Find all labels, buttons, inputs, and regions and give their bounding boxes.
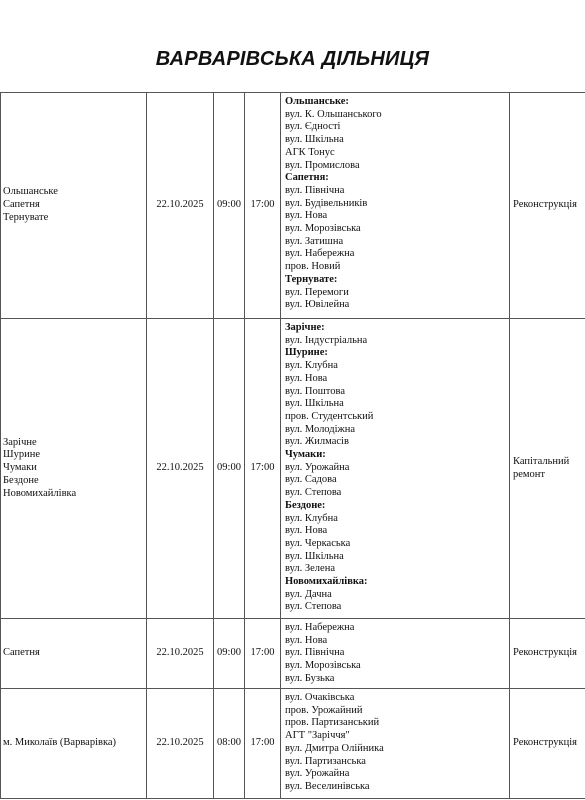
street-name: вул. Нова bbox=[285, 634, 328, 646]
start-time-cell: 08:00 bbox=[214, 689, 245, 799]
settlement-name: Ольшанське bbox=[3, 186, 58, 198]
date-cell: 22.10.2025 bbox=[147, 93, 214, 319]
table-row bbox=[1, 619, 585, 689]
street-name: вул. Партизанська bbox=[285, 755, 366, 767]
street-name: вул. Промислова bbox=[285, 159, 360, 171]
settlement-name: Тернувате bbox=[3, 211, 49, 223]
street-name: вул. Шкільна bbox=[285, 550, 344, 562]
street-name: вул. Перемоги bbox=[285, 286, 349, 298]
table-row bbox=[1, 93, 585, 319]
settlements-cell bbox=[1, 319, 147, 619]
settlement-name: Сапетня bbox=[3, 199, 40, 211]
settlement-name: м. Миколаїв (Варварівка) bbox=[3, 737, 117, 749]
street-name: вул. Урожайна bbox=[285, 461, 350, 473]
work-type-cell: Реконструкція bbox=[510, 93, 585, 319]
street-name: вул. Шкільна bbox=[285, 134, 344, 146]
settlements-cell bbox=[1, 619, 147, 689]
street-name: вул. Затишна bbox=[285, 235, 344, 247]
end-time-cell: 17:00 bbox=[245, 319, 281, 619]
street-name: пров. Урожайний bbox=[285, 704, 363, 716]
work-type-cell: Капітальний ремонт bbox=[510, 319, 585, 619]
settlement-heading: Бездоне: bbox=[285, 499, 326, 511]
street-name: АГК Тонус bbox=[285, 146, 335, 158]
settlement-name: Сапетня bbox=[3, 647, 40, 659]
street-name: вул. Нова bbox=[285, 372, 328, 384]
settlement-heading: Тернувате: bbox=[285, 273, 338, 285]
date-cell: 22.10.2025 bbox=[147, 319, 214, 619]
street-name: вул. Черкаська bbox=[285, 537, 351, 549]
street-name: пров. Новий bbox=[285, 261, 341, 273]
streets-cell bbox=[281, 319, 510, 619]
table-row bbox=[1, 319, 585, 619]
street-name: вул. Ювілейна bbox=[285, 299, 350, 311]
street-name: вул. Степова bbox=[285, 601, 342, 613]
date-cell: 22.10.2025 bbox=[147, 689, 214, 799]
street-name: вул. Бузька bbox=[285, 672, 335, 684]
end-time-cell: 17:00 bbox=[245, 689, 281, 799]
page-title: ВАРВАРІВСЬКА ДІЛЬНИЦЯ bbox=[155, 48, 430, 70]
settlement-heading: Чумаки: bbox=[285, 449, 326, 461]
settlement-name: Новомихайлівка bbox=[3, 487, 77, 499]
work-type-cell: Реконструкція bbox=[510, 689, 585, 799]
street-name: вул. Нова bbox=[285, 210, 328, 222]
street-name: вул. Північна bbox=[285, 647, 345, 659]
street-name: вул. Північна bbox=[285, 184, 345, 196]
street-name: вул. Степова bbox=[285, 487, 342, 499]
street-name: вул. Будівельників bbox=[285, 197, 368, 209]
street-name: вул. Шкільна bbox=[285, 398, 344, 410]
start-time-cell: 09:00 bbox=[214, 93, 245, 319]
settlement-heading: Шурине: bbox=[285, 347, 328, 359]
street-name: вул. Урожайна bbox=[285, 768, 350, 780]
street-name: вул. Єдності bbox=[285, 121, 341, 133]
end-time-cell: 17:00 bbox=[245, 93, 281, 319]
street-name: пров. Партизанський bbox=[285, 717, 380, 729]
street-name: вул. Жилмасів bbox=[285, 436, 349, 448]
start-time-cell: 09:00 bbox=[214, 619, 245, 689]
settlements-cell bbox=[1, 689, 147, 799]
street-name: вул. Індустріальна bbox=[285, 334, 368, 346]
streets-cell bbox=[281, 689, 510, 799]
street-name: вул. Дачна bbox=[285, 588, 332, 600]
street-name: вул. Очаківська bbox=[285, 692, 355, 703]
date-cell: 22.10.2025 bbox=[147, 619, 214, 689]
table-body bbox=[1, 93, 585, 799]
street-name: вул. Зелена bbox=[285, 563, 335, 575]
street-name: вул. Дмитра Олійника bbox=[285, 742, 384, 754]
streets-cell bbox=[281, 619, 510, 689]
settlement-name: Бездоне bbox=[3, 474, 39, 486]
street-name: вул. К. Ольшанського bbox=[285, 108, 382, 120]
street-name: вул. Морозівська bbox=[285, 223, 361, 235]
street-name: пров. Студентський bbox=[285, 410, 374, 422]
street-name: вул. Набережна bbox=[285, 622, 355, 633]
street-name: АГТ "Заріччя" bbox=[285, 730, 350, 742]
settlement-heading: Ольшанське: bbox=[285, 96, 349, 107]
settlement-heading: Новомихайлівка: bbox=[285, 576, 368, 588]
street-name: вул. Молодіжна bbox=[285, 423, 356, 435]
street-name: вул. Поштова bbox=[285, 385, 345, 397]
street-name: вул. Набережна bbox=[285, 248, 355, 260]
table-row bbox=[1, 689, 585, 799]
street-name: вул. Морозівська bbox=[285, 660, 361, 672]
settlements-cell bbox=[1, 93, 147, 319]
street-name: вул. Клубна bbox=[285, 360, 338, 372]
settlement-name: Чумаки bbox=[3, 462, 37, 474]
settlement-name: Шурине bbox=[3, 449, 40, 461]
settlement-heading: Зарічне: bbox=[285, 322, 325, 333]
end-time-cell: 17:00 bbox=[245, 619, 281, 689]
start-time-cell: 09:00 bbox=[214, 319, 245, 619]
settlement-heading: Сапетня: bbox=[285, 172, 329, 184]
streets-cell bbox=[281, 93, 510, 319]
street-name: вул. Клубна bbox=[285, 512, 338, 524]
street-name: вул. Садова bbox=[285, 474, 337, 486]
street-name: вул. Нова bbox=[285, 525, 328, 537]
street-name: вул. Веселинівська bbox=[285, 780, 370, 792]
outage-schedule-table bbox=[0, 92, 585, 799]
work-type-cell: Реконструкція bbox=[510, 619, 585, 689]
settlement-name: Зарічне bbox=[3, 436, 37, 448]
